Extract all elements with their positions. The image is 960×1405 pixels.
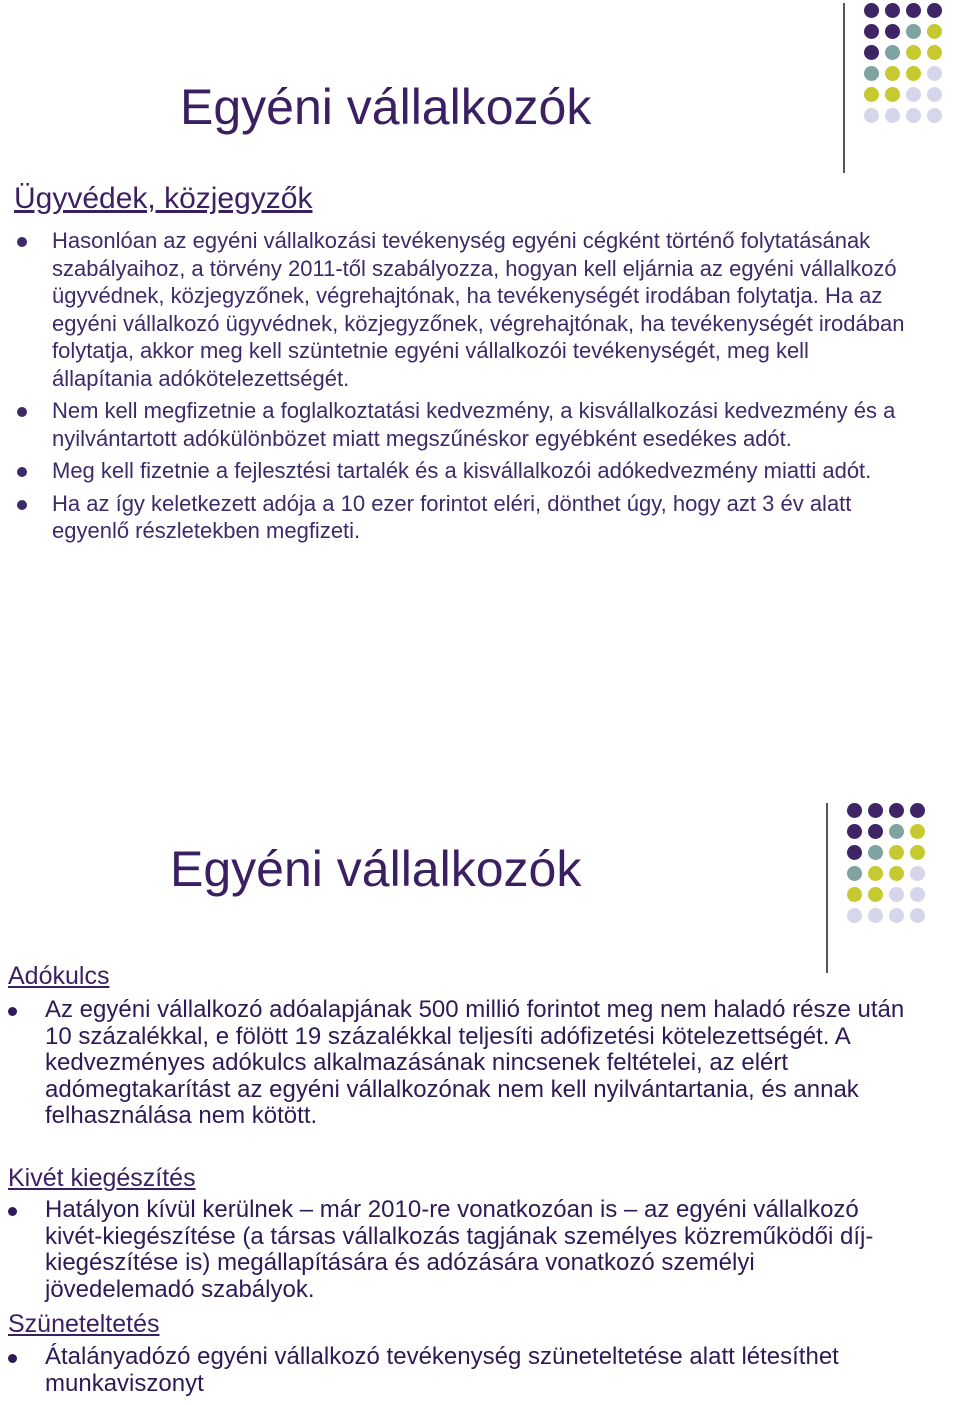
- dot-icon: [910, 887, 925, 902]
- bullet-list: [45, 1344, 905, 1397]
- dot-icon: [885, 45, 900, 60]
- dot-icon: [927, 108, 942, 123]
- dot-icon: [868, 887, 883, 902]
- dot-icon: [910, 824, 925, 839]
- dot-icon: [906, 24, 921, 39]
- dot-icon: [864, 87, 879, 102]
- dot-icon: [885, 66, 900, 81]
- dot-icon: [868, 866, 883, 881]
- bullet-icon: [8, 1207, 17, 1216]
- dot-icon: [906, 3, 921, 18]
- dot-icon: [927, 24, 942, 39]
- bullet-list: [45, 1197, 905, 1303]
- dot-icon: [885, 108, 900, 123]
- dot-icon: [927, 87, 942, 102]
- list-item: Ha az így keletkezett adója a 10 ezer forintot eléri, dönthet úgy, hogy azt 3 év alatt egyenlő részletekben megfizeti.: [52, 490, 912, 545]
- dot-icon: [889, 866, 904, 881]
- list-item: Meg kell fizetnie a fejlesztési tartalék és a kisvállalkozói adókedvezmény miatti adót.: [52, 457, 912, 485]
- list-item: Átalányadózó egyéni vállalkozó tevékenység szüneteltetése alatt létesíthet munkaviszonyt: [45, 1344, 905, 1397]
- dot-icon: [885, 3, 900, 18]
- list-item: Hatályon kívül kerülnek – már 2010-re vonatkozóan is – az egyéni vállalkozó kivét-kiegészítése (a társas vállalkozás tagjának személyes közreműködői díj-kiegészítése is) megállapítására és adózására vonatkozó személyi jövedelemadó szabályok.: [45, 1197, 905, 1303]
- dot-icon: [906, 87, 921, 102]
- dot-icon: [847, 887, 862, 902]
- dot-icon: [889, 845, 904, 860]
- dot-icon: [847, 845, 862, 860]
- bullet-icon: [17, 467, 27, 477]
- dot-icon: [927, 3, 942, 18]
- dot-icon: [889, 824, 904, 839]
- dot-icon: [910, 845, 925, 860]
- bullet-icon: [17, 500, 27, 510]
- dot-icon: [847, 803, 862, 818]
- list-item: Nem kell megfizetnie a foglalkoztatási kedvezmény, a kisvállalkozási kedvezmény és a nyilvántartott adókülönbözet miatt megszűnéskor egyébként esedékes adót.: [52, 397, 912, 452]
- dot-icon: [868, 908, 883, 923]
- dot-icon: [889, 908, 904, 923]
- dot-icon: [910, 908, 925, 923]
- dot-icon: [864, 3, 879, 18]
- divider-line: [826, 803, 828, 973]
- dot-icon: [868, 803, 883, 818]
- section-heading: Ügyvédek, közjegyzők: [14, 182, 313, 215]
- dot-icon: [847, 824, 862, 839]
- bullet-icon: [17, 407, 27, 417]
- bullet-icon: [8, 1007, 17, 1016]
- dot-icon: [864, 108, 879, 123]
- dot-icon: [927, 45, 942, 60]
- slide-title: Egyéni vállalkozók: [180, 79, 592, 135]
- slide-1: [0, 0, 960, 700]
- dot-icon: [910, 803, 925, 818]
- divider-line: [843, 3, 845, 173]
- bullet-icon: [8, 1354, 17, 1363]
- dot-icon: [906, 45, 921, 60]
- list-item: Hasonlóan az egyéni vállalkozási tevékenység egyéni cégként történő folytatásának szabályaihoz, a törvény 2011-től szabályozza, hogyan kell eljárnia az egyéni vállalkozó ügyvédnek, közjegyzőnek, végrehajtónak, ha tevékenységét irodában folytatja. Ha az egyéni vállalkozó ügyvédnek, közjegyzőnek, végrehajtónak, ha tevékenységét irodában folytatja, akkor meg kell szüntetnie egyéni vállalkozói tevékenységét, meg kell állapítania adókötelezettségét.: [52, 227, 912, 392]
- dot-icon: [885, 87, 900, 102]
- dot-icon: [889, 803, 904, 818]
- section-heading-kivet: Kivét kiegészítés: [8, 1164, 196, 1192]
- dot-icon: [868, 845, 883, 860]
- dot-icon: [889, 887, 904, 902]
- dot-icon: [910, 866, 925, 881]
- dot-icon: [927, 66, 942, 81]
- bullet-list: [45, 997, 905, 1130]
- slide-2: [0, 795, 960, 1405]
- section-heading-szuneteltetes: Szüneteltetés: [8, 1310, 160, 1338]
- dot-icon: [864, 45, 879, 60]
- slide-title: Egyéni vállalkozók: [170, 841, 582, 897]
- dot-icon: [847, 866, 862, 881]
- dot-icon: [906, 66, 921, 81]
- bullet-list: [52, 227, 912, 550]
- dot-icon: [906, 108, 921, 123]
- bullet-icon: [17, 237, 27, 247]
- dot-icon: [885, 24, 900, 39]
- list-item: Az egyéni vállalkozó adóalapjának 500 millió forintot meg nem haladó része után 10 százalékkal, e fölött 19 százalékkal teljesíti adófizetési kötelezettségét. A kedvezményes adókulcs alkalmazásának nincsenek feltételei, az elért adómegtakarítást az egyéni vállalkozónak nem kell nyilvántartania, és annak felhasználása nem kötött.: [45, 997, 905, 1130]
- dot-icon: [864, 24, 879, 39]
- section-heading-adokulcs: Adókulcs: [8, 962, 110, 990]
- dot-icon: [847, 908, 862, 923]
- dot-icon: [864, 66, 879, 81]
- dot-icon: [868, 824, 883, 839]
